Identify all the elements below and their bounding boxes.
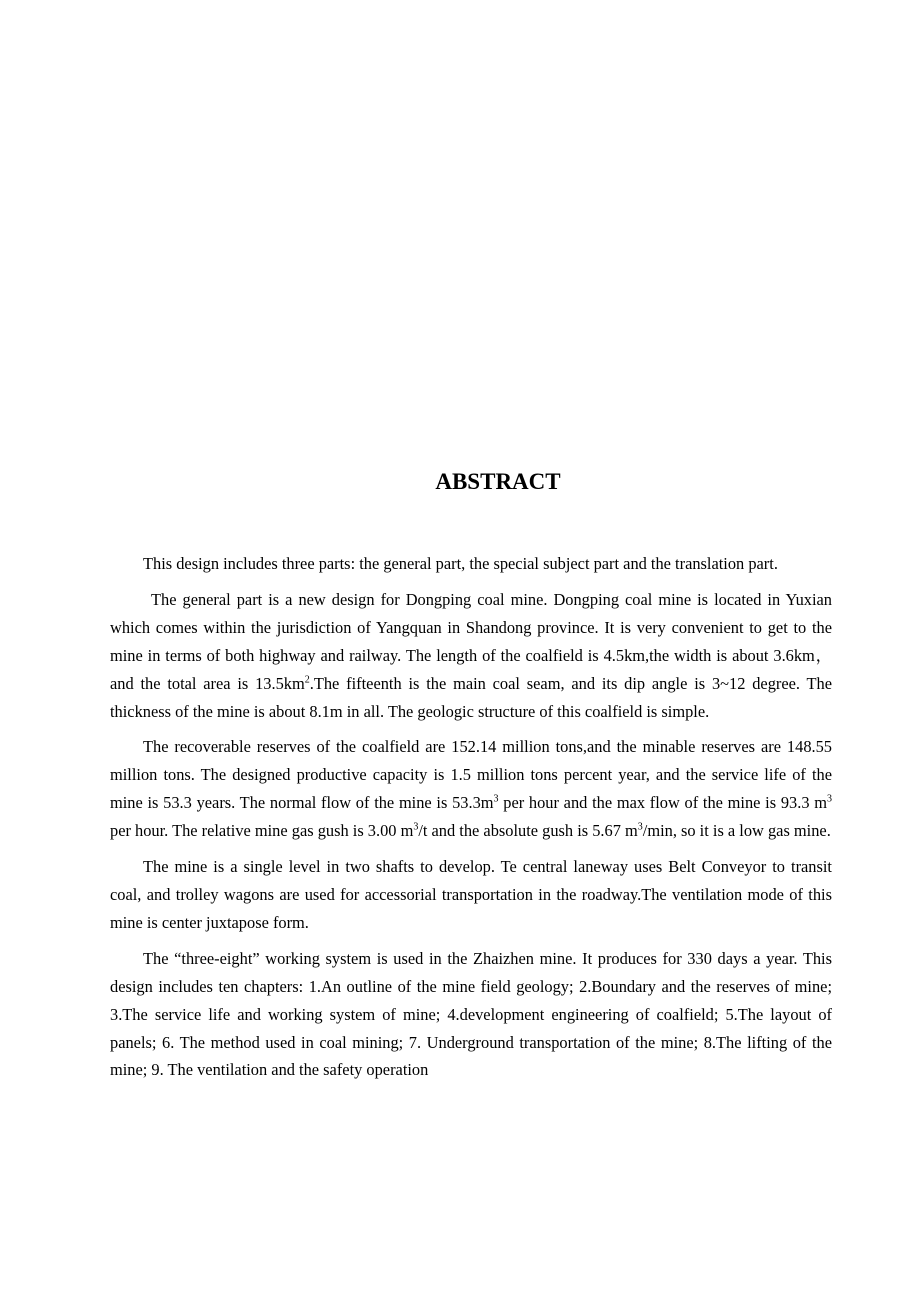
paragraph-text: This design includes three parts: the general part, the special subject part and the translation part. (143, 554, 778, 573)
paragraph-3 (110, 733, 832, 845)
page-title: ABSTRACT (435, 469, 561, 494)
paragraph-text: per hour and the max flow of the mine is 93.3 m (498, 793, 827, 813)
superscript: 3 (637, 821, 643, 833)
paragraph-text: The mine is a single level in two shafts to develop. Te central laneway uses Belt Conveyor to transit coal, and trolley wagons are used for accessorial transportation in the roadway.The ventilation mode of this mine is center juxtapose form. (110, 857, 832, 932)
superscript: 3 (493, 793, 499, 805)
paragraph-text: /min, so it is a low gas mine. (642, 821, 831, 841)
abstract-body (110, 550, 832, 1092)
superscript: 3 (827, 793, 832, 805)
superscript: 3 (413, 821, 419, 833)
paragraph-text: The general part is a new design for Dongping coal mine. Dongping coal mine is located in Yuxian which comes within the jurisdiction of Yangquan in Shandong province. It is very convenient to get to the mine in terms of both highway and railway. The length of the coalfield is 4.5km,the width is about 3.6km，and the total area is 13.5km (110, 589, 832, 693)
paragraph-1 (110, 550, 832, 578)
paragraph-text: per hour. The relative mine gas gush is 3.00 m (110, 821, 414, 841)
paragraph-4 (110, 853, 832, 937)
paragraph-2 (110, 586, 832, 726)
superscript: 2 (304, 674, 310, 686)
paragraph-text: /t and the absolute gush is 5.67 m (418, 821, 638, 841)
paragraph-text: .The fifteenth is the main coal seam, and its dip angle is 3~12 degree. The thickness of the mine is about 8.1m in all. The geologic structure of this coalfield is simple. (110, 673, 832, 721)
paragraph-text: The recoverable reserves of the coalfield are 152.14 million tons,and the minable reserves are 148.55 million tons. The designed productive capacity is 1.5 million tons percent year, and the service life of the mine is 53.3 years. The normal flow of the mine is 53.3m (110, 737, 832, 813)
paragraph-5 (110, 945, 832, 1085)
paragraph-text: The “three-eight” working system is used in the Zhaizhen mine. It produces for 330 days a year. This design includes ten chapters: 1.An outline of the mine field geology; 2.Boundary and the reserves of mine; 3.The service life and working system of mine; 4.development engineering of coalfield; 5.The layout of panels; 6. The method used in coal mining; 7. Underground transportation of the mine; 8.The lifting of the mine; 9. The ventilation and the safety operation (110, 948, 832, 1080)
